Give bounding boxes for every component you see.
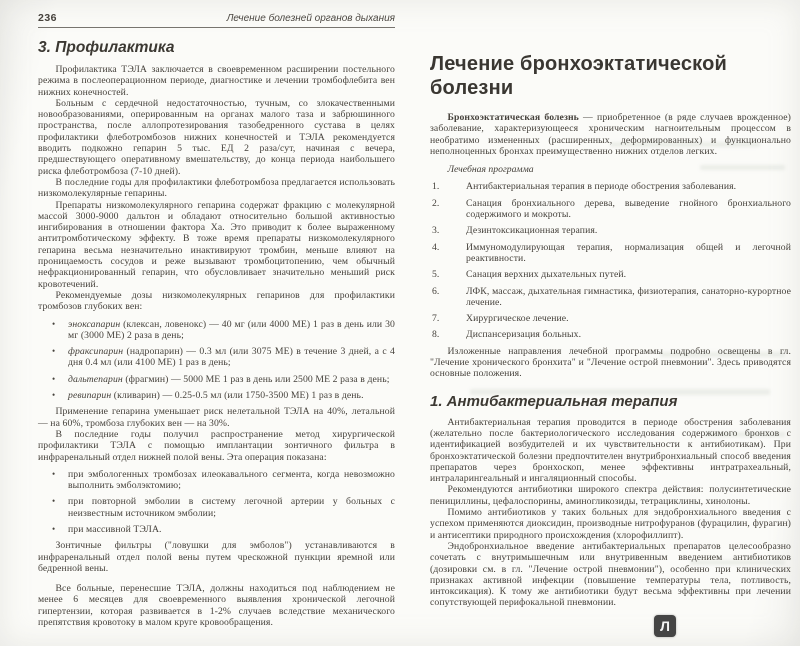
note-paragraph: Изложенные направления лечебной программы подробно освещены в гл. "Лечение хронического бронхита" и "Лечение острой пневмонии". Здесь приводятся основные положения. — [430, 345, 791, 380]
item-number: 3. — [432, 225, 440, 237]
chapter-title: Лечение бронхоэктатической болезни — [430, 53, 728, 99]
item-number: 7. — [432, 313, 440, 325]
paragraph: Антибактериальная терапия проводится в периоде обострения заболевания (желательно после бактериологического исследования содержимого бронхов с идентификацией возбудителей и их чувствительности к антибиотикам). При бронхоэктатической болезни предпочтителен внутрибронхиальный способ введения препаратов через бронхоскоп, менее эффективны интратрахеальный, интраларингеальный и ингаляционный способы. — [430, 416, 791, 485]
filter-indication-list — [38, 469, 395, 535]
list-item-text: Санация бронхиального дерева, выведение гнойного бронхиального содержимого и мокроты. — [466, 197, 791, 221]
paragraph: Помимо антибиотиков у таких больных для эндобронхиального введения с успехом применяются диоксидин, производные нитрофуранов (фурацилин, фурагин) и антисептики природного происхождения (хлорофиллипт). — [430, 507, 791, 541]
section-title-antibacterial: 1. Антибактериальная терапия — [430, 392, 678, 410]
paragraph: В последние годы получил распространение метод хирургической профилактики ТЭЛА с помощью имплантации зонтичного фильтра в инфраренальный отдел нижней полой вены. Эта операция показана: — [38, 428, 395, 463]
right-page — [430, 52, 791, 609]
page-number: 236 — [38, 12, 58, 24]
list-item — [38, 319, 395, 342]
drug-name: ревипарин — [68, 390, 112, 402]
list-item — [430, 286, 791, 309]
drug-name: эноксапарин — [68, 318, 121, 330]
drug-name: дальтепарин — [68, 373, 123, 385]
list-item — [38, 374, 395, 385]
paragraph: Зонтичные фильтры ("ловушки для эмболов") устанавливаются в инфраренальный отдел полой вены путем чрескожной пункции яремной или бедренной вены. — [38, 540, 395, 574]
list-item-text: при эмбологенных тромбозах илеокавального сегмента, когда невозможно выполнить эмболэктомию; — [68, 468, 395, 492]
list-item-text: (клексан, ловенокс) — 40 мг (или 4000 МЕ) 1 раз в день или 30 мг (3000 МЕ) 2 раза в день; — [68, 318, 395, 341]
list-item — [38, 346, 395, 369]
list-item — [430, 198, 791, 221]
list-item-text: (кливарин) — 0.25-0.5 мл (или 1750-3500 МЕ) 1 раз в день. — [111, 390, 364, 402]
paragraph: Рекомендуются антибиотики широкого спектра действия: полусинтетические пенициллины, цефалоспорины, аминогликозиды, тетрациклины, хинолоны. — [430, 484, 791, 507]
watermark-letter: Л — [660, 618, 670, 634]
bullet-icon: • — [52, 373, 56, 384]
bullet-icon: • — [52, 318, 56, 329]
list-item-text: Диспансеризация больных. — [466, 329, 582, 341]
bullet-icon: • — [52, 523, 56, 534]
drug-name: фраксипарин — [68, 346, 124, 358]
list-item — [430, 181, 791, 192]
item-number: 8. — [432, 329, 440, 341]
list-item — [38, 496, 395, 519]
bullet-icon: • — [52, 468, 56, 479]
list-item — [430, 242, 791, 265]
item-number: 6. — [432, 285, 440, 297]
heparin-dose-list — [38, 319, 395, 402]
list-item — [38, 524, 395, 535]
list-item — [38, 390, 395, 401]
program-label: Лечебная программа — [447, 164, 534, 176]
list-item-text: Иммуномодулирующая терапия, нормализация общей и легочной реактивности. — [466, 241, 791, 264]
list-item-text: при повторной эмболии в систему легочной артерии у больных с неизвестным источником эмболии; — [68, 496, 395, 519]
list-item-text: (надропарин) — 0.3 мл (или 3075 МЕ) в течение 3 дней, а с 4 дня 0.4 мл (или 4100 МЕ) 1 раз в день; — [68, 346, 395, 369]
section-title-prophylaxis: 3. Профилактика — [38, 39, 175, 56]
paragraph: Больным с сердечной недостаточностью, тучным, со злокачественными новообразованиями, оперированным на органах малого таза и забрюшинного пространства, после аллопротезирования тазобедренного сустава в целях профилактики флеботромбозов нижних конечностей и ТЭЛА рекомендуется вводить подкожно гепарин 5 тыс. ЕД 2 раза/сут, начиная с вечера, предшествующего оперативному вмешательству, до конца периода наибольшего риска флеботромбоза (7-10 дней). — [38, 97, 395, 177]
item-number: 2. — [432, 197, 440, 209]
item-number: 5. — [432, 269, 440, 281]
list-item-text: Санация верхних дыхательных путей. — [466, 269, 627, 281]
list-item-text: Дезинтоксикационная терапия. — [466, 225, 598, 237]
treatment-program-list — [430, 181, 791, 340]
list-item-text: ЛФК, массаж, дыхательная гимнастика, физиотерапия, санаторно-курортное лечение. — [466, 285, 791, 308]
term-bold: Бронхоэктатическая болезнь — [447, 112, 579, 123]
paragraph: Профилактика ТЭЛА заключается в своевременном расширении постельного режима в послеоперационном периоде, диагностике и лечении тромбофлебита вен нижних конечностей. — [38, 64, 395, 98]
list-item-text: Антибактериальная терапия в периоде обострения заболевания. — [466, 181, 737, 193]
labirint-watermark — [654, 615, 676, 637]
running-head — [38, 12, 395, 28]
bullet-icon: • — [52, 346, 56, 357]
bullet-icon: • — [52, 496, 56, 507]
list-item-text: Хирургическое лечение. — [466, 313, 569, 325]
list-item-text: при массивной ТЭЛА. — [68, 523, 162, 535]
paragraph: Все больные, перенесшие ТЭЛА, должны находиться под наблюдением не менее 6 месяцев для своевременного выявления хронической легочной гипертензии, которая развивается в 1-2% случаев вследствие механического препятствия кровотоку в малом круге кровообращения. — [38, 583, 395, 629]
list-item — [430, 313, 791, 324]
paragraph: Применение гепарина уменьшает риск нелетальной ТЭЛА на 40%, летальной — на 60%, тромбоза глубоких вен — на 30%. — [38, 406, 395, 429]
definition-paragraph: Бронхоэктатическая болезнь — приобретенное (в ряде случаев врожденное) заболевание, характеризующееся хроническим нагноительным процессом в необратимо измененных (расширенных, деформированных) и функционально неполноценных бронхах преимущественно нижних отделов легких. — [430, 112, 791, 157]
paragraph: Эндобронхиальное введение антибактериальных препаратов целесообразно сочетать с внутримышечным или внутривенным введением антибиотиков (дозировки см. в гл. "Лечение острой пневмонии"), особенно при клинических признаках активной инфекции (повышение температуры тела, потливость, интоксикация). К тому же антибиотики будут весьма эффективны при лечении сопутствующей перифокальной пневмонии. — [430, 540, 791, 609]
list-item — [430, 225, 791, 236]
paragraph: Препараты низкомолекулярного гепарина содержат фракцию с молекулярной массой 3000-9000 дальтон и обладают относительно большой активностью ингибирования в отношении фактора Ха. Это приводит к более выраженному антитромботическому эффекту. В тоже время препараты низкомолекулярного гепарина весьма незначительно инактивируют тромбин, меньше влияют на проницаемость сосудов и реже вызывают тромбоцитопению, чем обычный нефракционированный гепарин, что обусловливает значительно меньший риск кровотечений. — [38, 199, 395, 290]
list-item-text: (фрагмин) — 5000 МЕ 1 раз в день или 2500 МЕ 2 раза в день; — [122, 373, 390, 385]
left-page — [38, 12, 395, 628]
running-head-title: Лечение болезней органов дыхания — [226, 13, 395, 24]
list-item — [38, 469, 395, 492]
bullet-icon: • — [52, 390, 56, 401]
item-number: 4. — [432, 241, 440, 253]
paragraph: Рекомендуемые дозы низкомолекулярных гепаринов для профилактики тромбозов глубоких вен: — [38, 289, 395, 313]
list-item — [430, 329, 791, 340]
paragraph: В последние годы для профилактики флеботромбоза предлагается использовать низкомолекулярные гепарины. — [38, 176, 395, 200]
item-number: 1. — [432, 181, 440, 193]
list-item — [430, 269, 791, 280]
